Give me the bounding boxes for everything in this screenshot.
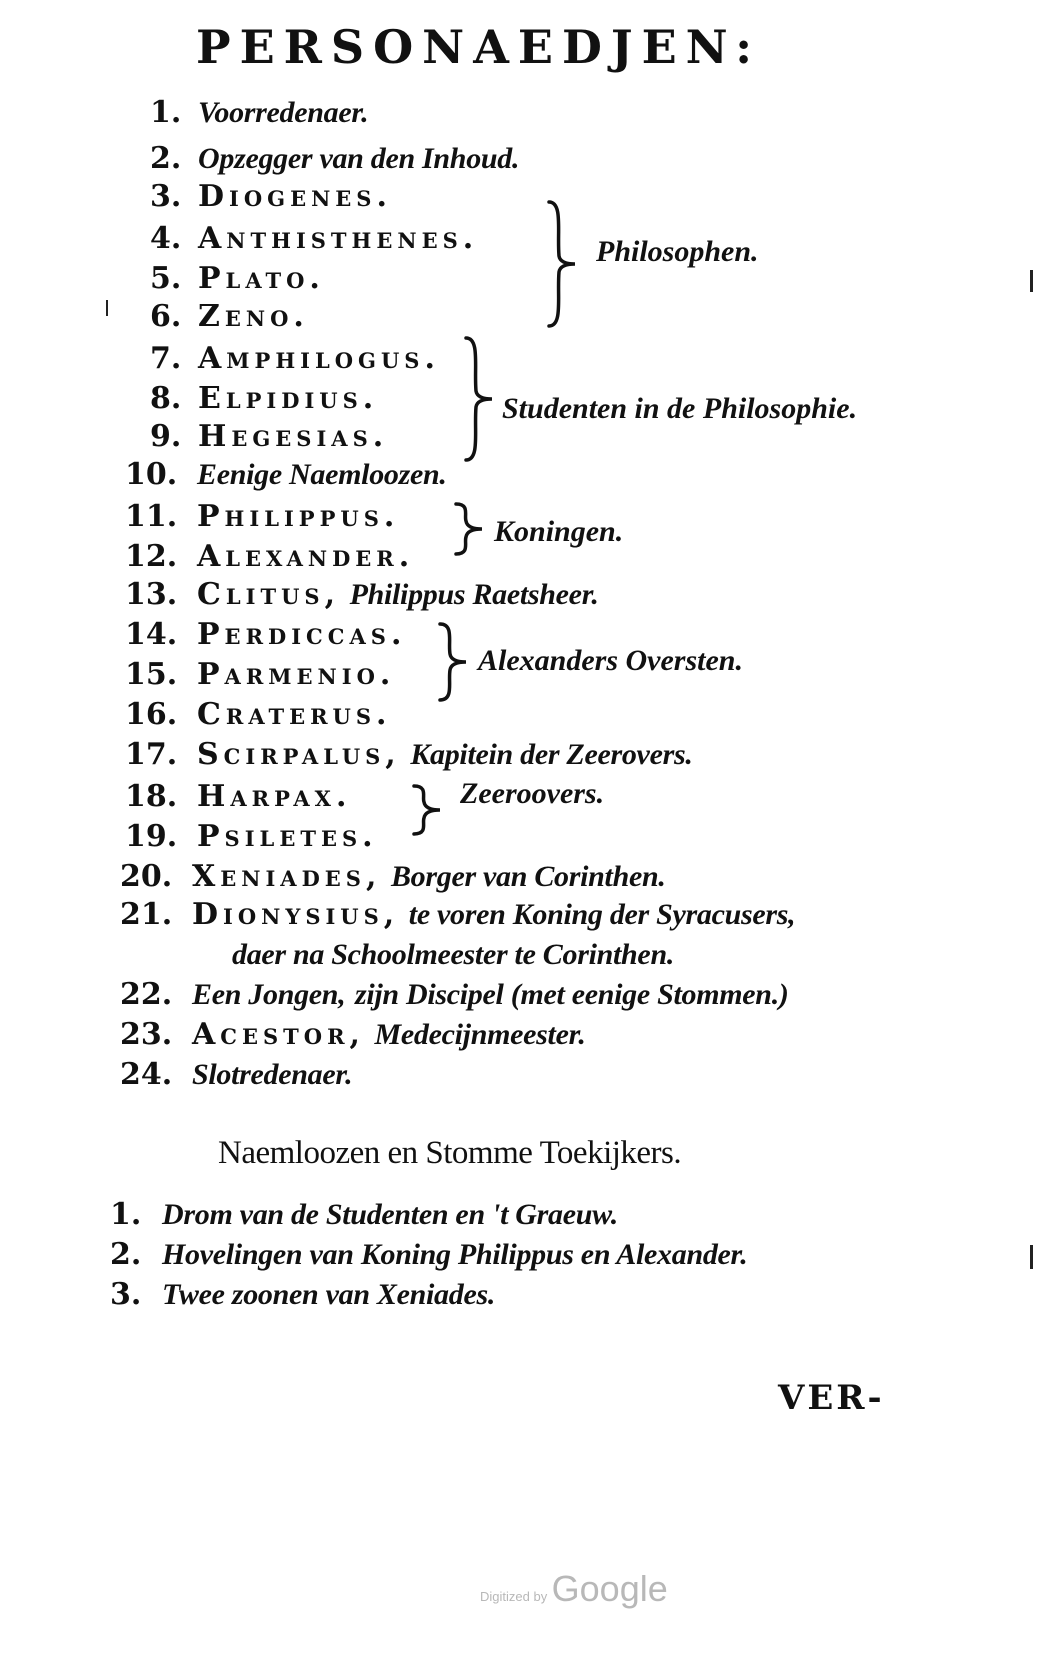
person-number: 5. — [150, 261, 182, 296]
person-name: daer na Schoolmeester te Corinthen. — [232, 938, 675, 971]
curly-brace-icon — [436, 622, 470, 702]
person-name: Craterus. — [197, 697, 392, 732]
mute-text: Drom van de Studenten en 't Graeuw. — [162, 1198, 618, 1231]
person-name: Amphilogus. — [198, 341, 440, 376]
person-entry — [232, 938, 674, 972]
person-number: 12. — [125, 539, 178, 574]
person-number: 2. — [150, 141, 182, 176]
person-name: Philippus. — [197, 499, 400, 534]
person-number: 11. — [125, 499, 178, 534]
person-name: Parmenio. — [197, 657, 396, 692]
person-name: Clitus, — [197, 577, 341, 612]
mute-number: 3. — [110, 1277, 142, 1312]
person-number: 15. — [125, 657, 178, 692]
person-name: Xeniades, — [192, 859, 382, 894]
person-entry — [150, 420, 388, 454]
page-title: PERSONAEDJEN: — [196, 20, 762, 74]
person-entry — [125, 458, 447, 492]
person-name: Slotredenaer. — [192, 1058, 353, 1091]
person-name: Eenige Naemloozen. — [197, 458, 447, 491]
group-label: Koningen. — [494, 515, 624, 548]
mute-entry — [110, 1238, 747, 1272]
person-entry — [120, 1018, 586, 1052]
person-name: Acestor, — [192, 1017, 365, 1052]
person-name: Voorredenaer. — [198, 96, 369, 129]
person-number: 13. — [125, 577, 178, 612]
person-entry — [120, 978, 789, 1012]
person-entry — [125, 780, 351, 814]
person-number: 22. — [120, 977, 173, 1012]
person-number: 18. — [125, 779, 178, 814]
person-number: 23. — [120, 1017, 173, 1052]
person-number: 20. — [120, 859, 173, 894]
person-number: 7. — [150, 341, 182, 376]
person-entry — [125, 540, 414, 574]
person-entry — [125, 698, 391, 732]
person-name: Een Jongen, — [192, 978, 346, 1011]
person-description: zijn Discipel (met eenige Stommen.) — [354, 978, 789, 1011]
person-name: Elpidius. — [198, 381, 379, 416]
person-description: Philippus Raetsheer. — [349, 578, 599, 611]
person-name: Opzegger van den Inhoud. — [198, 142, 520, 175]
person-number: 10. — [125, 457, 178, 492]
person-number: 1. — [150, 95, 182, 130]
person-entry — [150, 96, 368, 130]
digitized-watermark — [480, 1568, 668, 1610]
person-name: Harpax. — [197, 779, 352, 814]
person-name: Anthisthenes. — [198, 221, 479, 256]
person-entry — [150, 300, 309, 334]
mutes-heading: Naemloozen en Stomme Toekijkers. — [218, 1135, 682, 1171]
curly-brace-icon — [462, 336, 496, 462]
person-entry — [125, 500, 399, 534]
group-label: Philosophen. — [596, 235, 759, 268]
mute-text: Hovelingen van Koning Philippus en Alexander. — [162, 1238, 748, 1271]
person-entry — [150, 382, 378, 416]
mute-entry — [110, 1198, 618, 1232]
person-number: 8. — [150, 381, 182, 416]
catchword: VER- — [778, 1378, 885, 1418]
person-name: Hegesias. — [198, 419, 389, 454]
person-entry — [150, 180, 392, 214]
person-name: Alexander. — [197, 539, 415, 574]
group-label: Zeeroovers. — [460, 777, 605, 810]
curly-brace-icon — [545, 200, 579, 328]
person-entry — [150, 342, 440, 376]
curly-brace-icon — [452, 502, 486, 556]
person-number: 17. — [125, 737, 178, 772]
person-name: Dionysius, — [192, 897, 400, 932]
person-name: Perdiccas. — [197, 617, 407, 652]
person-entry — [120, 898, 795, 932]
person-name: Plato. — [198, 261, 325, 296]
person-entry — [125, 658, 395, 692]
person-entry — [150, 222, 478, 256]
person-name: Zeno. — [198, 299, 309, 334]
person-description: Medecijnmeester. — [374, 1018, 586, 1051]
person-description: te voren Koning der Syracusers, — [408, 898, 796, 931]
person-entry — [150, 142, 519, 176]
page-edge-mark — [106, 300, 108, 316]
person-entry — [120, 860, 666, 894]
mute-number: 2. — [110, 1237, 142, 1272]
page-edge-mark — [1030, 1245, 1033, 1269]
person-entry — [125, 820, 378, 854]
mute-entry — [110, 1278, 495, 1312]
watermark-small: Digitized by — [480, 1589, 548, 1604]
mute-number: 1. — [110, 1197, 142, 1232]
mute-text: Twee zoonen van Xeniades. — [162, 1278, 496, 1311]
person-name: Psiletes. — [197, 819, 378, 854]
person-number: 4. — [150, 221, 182, 256]
person-number: 9. — [150, 419, 182, 454]
person-entry — [120, 1058, 352, 1092]
person-entry — [125, 618, 406, 652]
person-name: Diogenes. — [198, 179, 392, 214]
group-label: Alexanders Oversten. — [478, 644, 743, 677]
group-label: Studenten in de Philosophie. — [502, 392, 858, 425]
person-description: Kapitein der Zeerovers. — [410, 738, 693, 771]
curly-brace-icon — [410, 784, 444, 836]
person-number: 16. — [125, 697, 178, 732]
person-number: 14. — [125, 617, 178, 652]
person-number: 19. — [125, 819, 178, 854]
person-entry — [125, 578, 599, 612]
person-number: 3. — [150, 179, 182, 214]
person-number: 24. — [120, 1057, 173, 1092]
person-name: Scirpalus, — [197, 737, 401, 772]
person-number: 21. — [120, 897, 173, 932]
watermark-google: Google — [551, 1568, 668, 1609]
person-description: Borger van Corinthen. — [390, 860, 666, 893]
person-entry — [125, 738, 693, 772]
page-edge-mark — [1030, 270, 1033, 292]
person-number: 6. — [150, 299, 182, 334]
person-entry — [150, 262, 325, 296]
